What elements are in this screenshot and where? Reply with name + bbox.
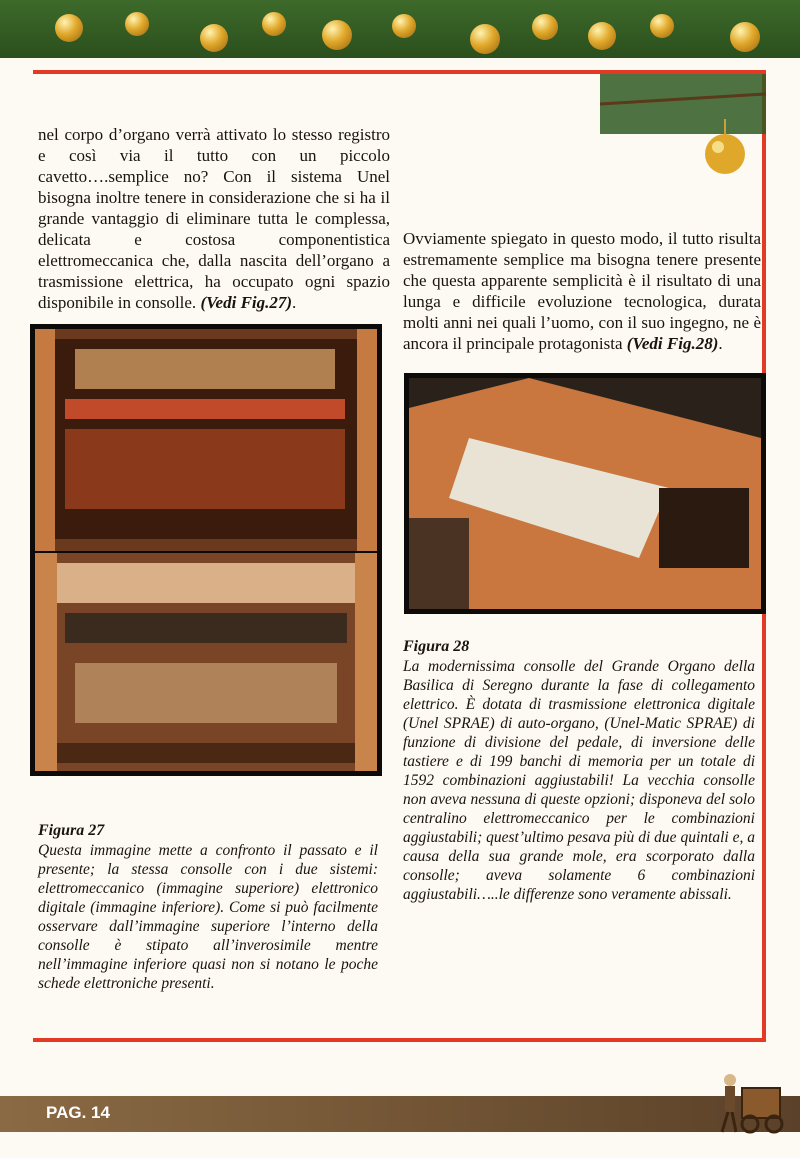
left-paragraph-end: .	[292, 293, 297, 312]
pine-branch-ornament-icon	[600, 74, 766, 184]
page-footer-bar	[0, 1096, 800, 1132]
right-column-text	[403, 228, 761, 354]
figure27-title: Figura 27	[38, 822, 105, 839]
fig28-reference: (Vedi Fig.28)	[626, 334, 719, 353]
figure28-photo	[404, 373, 766, 614]
figure28-caption: La modernissima consolle del Grande Organo della Basilica di Seregno durante la fase di collegamento elettrico. È dotata di trasmissione elettronica digitale (Unel SPRAE) di auto-organo, (Unel-Matic SPRAE) di funzione di divisione del pedale, di inversione delle tastiere e di 199 banchi di memoria per un totale di 1592 combinazioni aggiustabili! La vecchia consolle non aveva nessuna di queste opzioni; disponeva del solo centralino elettromeccanico per le combinazioni aggiustabili; quest’ultimo pesava più di due quintali e, a causa della sua grande mole, era scorporato dalla consolle; aveva solamente 6 combinazioni aggiustabili…..le differenze sono veramente abissali.	[403, 658, 755, 903]
left-paragraph: nel corpo d’organo verrà attivato lo stesso registro e così via il tutto con un piccolo cavetto….semplice no? Con il sistema Unel bisogna inoltre tenere in considerazione che si ha il grande vantaggio di eliminare tutta le complessa, delicata e costosa componentistica elettromeccanica che, dalla nascita dell’organo a trasmissione elettrica, ha occupato ogni spazio disponibile in consolle.	[38, 125, 390, 312]
right-paragraph: Ovviamente spiegato in questo modo, il tutto risulta estremamente semplice ma bisogna tenere presente che questa apparente semplicità è il risultato di una lunga e difficile evoluzione tecnologica, durata molti anni nei quali l’uomo, con il suo ingegno, ne è ancora il principale protagonista	[403, 229, 761, 353]
left-column-text	[38, 124, 390, 313]
page-number: PAG. 14	[46, 1103, 110, 1122]
christmas-garland-banner	[0, 0, 800, 58]
right-paragraph-end: .	[718, 334, 723, 353]
organ-console-new-image	[35, 553, 377, 771]
figure27-photo	[30, 324, 382, 776]
organ-console-old-image	[35, 329, 377, 551]
organ-console-seregno-image	[409, 378, 761, 609]
barrel-organ-player-icon	[716, 1066, 786, 1136]
figure28-title: Figura 28	[403, 638, 470, 655]
fig27-reference: (Vedi Fig.27)	[200, 293, 293, 312]
figure27-caption: Questa immagine mette a confronto il passato e il presente; la stessa consolle con i due sistemi: elettromeccanico (immagine superiore) elettronico digitale (immagine inferiore). Come si può facilmente osservare dall’immagine superiore l’interno della consolle è stipato all’inverosimile mentre nell’immagine inferiore quasi non si notano le poche schede elettroniche presenti.	[38, 842, 378, 992]
